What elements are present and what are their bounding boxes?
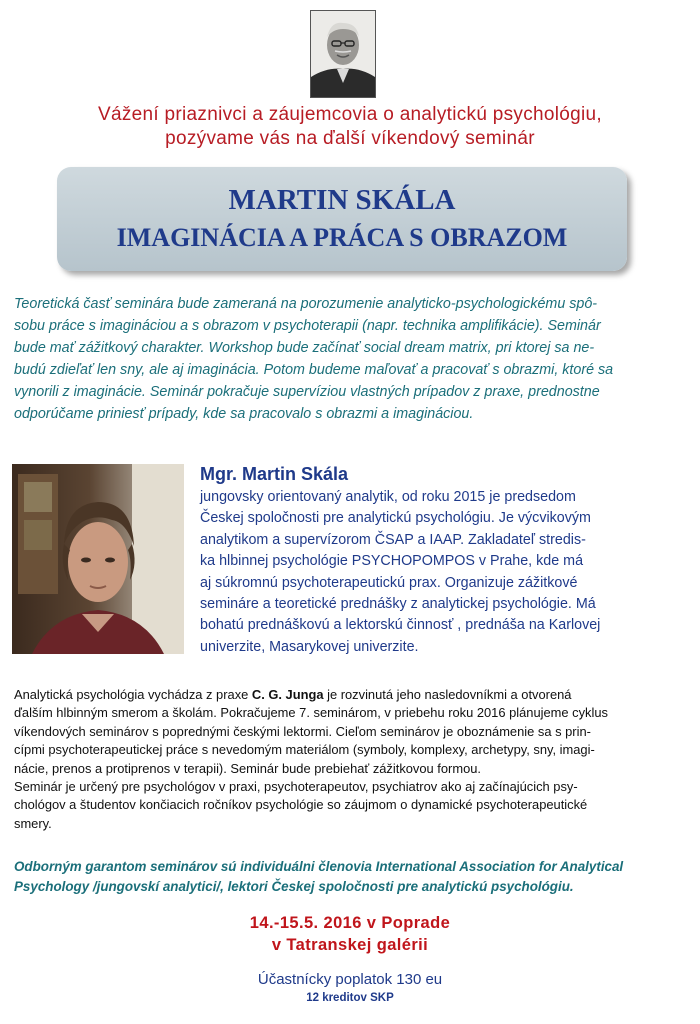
main-line: chológov a študentov končiacich ročníkov psychológie so záujmom o dynamické psychoterapeutické (14, 797, 588, 813)
main-line (14, 686, 686, 704)
main-line: smery. (14, 815, 52, 831)
intro-line: bude mať zážitkový charakter. Workshop bude začínať social dream matrix, pri ktorej sa ne- (14, 340, 595, 356)
main-line-start: Analytická psychológia vychádza z praxe (14, 687, 252, 702)
invitation-line-2: pozývame vás na ďalší víkendový seminár (165, 128, 535, 149)
bio-line: analytikom a supervízorom ČSAP a IAAP. Zakladateľ stredis- (200, 531, 586, 548)
seminar-topic-title: IMAGINÁCIA A PRÁCA S OBRAZOM (116, 223, 568, 252)
main-line-end: je rozvinutá jeho nasledovníkmi a otvorená (323, 687, 572, 702)
guarantee-note (14, 857, 690, 896)
event-date-venue (0, 912, 700, 956)
intro-line: odporúčame priniesť prípady, kde sa pracovalo s obrazmi a imagináciou. (14, 406, 474, 422)
invitation-text (0, 103, 700, 151)
bio-line: univerzite, Masarykovej univerzite. (200, 638, 419, 655)
credits-info: 12 kreditov SKP (306, 992, 394, 1004)
jung-name-bold: C. G. Junga (251, 687, 324, 702)
bio-line: ka hlbinnej psychológie PSYCHOPOMPOS v Prahe, kde má (200, 553, 584, 570)
main-line: Seminár je určený pre psychológov v praxi, psychoterapeutov, psychiatrov ako aj začínajúcich psy- (14, 779, 578, 795)
participation-fee: Účastnícky poplatok 130 eu (257, 971, 443, 988)
intro-line: sobu práce s imagináciou a s obrazom v psychoterapii (napr. technika amplifikácie). Seminár (14, 318, 601, 334)
speaker-name-heading: Mgr. Martin Skála (200, 464, 349, 484)
speaker-title: MARTIN SKÁLA (228, 184, 456, 216)
intro-line: vynorili z imaginácie. Seminár pokračuje supervíziou vlastných prípadov z praxe, prednostne (14, 384, 600, 400)
main-line: cípmi psychoterapeutickej práce s nevedomým materiálom (symboly, komplexy, archetypy, sny, imagi- (14, 742, 595, 758)
main-line: ďalším hlbinným smerom a školám. Pokračujeme 7. seminárom, v priebehu roku 2016 plánujeme cyklus (14, 705, 608, 721)
invitation-line-1: Vážení priaznivci a záujemcovia o analytickú psychológiu, (98, 104, 602, 125)
speaker-photo (12, 464, 184, 654)
intro-line: budú zdieľať len sny, ale aj imaginácia. Potom budeme maľovať a pracovať s obrazmi, ktoré sa (14, 362, 614, 378)
main-line: nácie, prenos a protiprenos v terapii). Seminár bude prebiehať zážitkovou formou. (14, 760, 482, 776)
bio-line: jungovsky orientovaný analytik, od roku 2015 je predsedom (200, 489, 576, 505)
bio-line: semináre a teoretické prednášky z analytickej psychológie. Má (200, 596, 596, 613)
bio-line: aj súkromnú psychoterapeutickú prax. Organizuje zážitkové (200, 574, 578, 591)
seminar-intro-paragraph (14, 293, 686, 425)
event-date: 14.-15.5. 2016 v Poprade (249, 914, 451, 932)
main-description (14, 686, 686, 833)
guarantee-line: Odborným garantom seminárov sú individuálni členovia International Association for Analytical (14, 859, 624, 874)
main-line: víkendových seminárov s poprednými českými lektormi. Cieľom seminárov je oboznámenie sa s prin- (14, 723, 591, 739)
title-banner (57, 167, 627, 271)
speaker-bio (200, 487, 684, 658)
guarantee-line: Psychology /jungovskí analytici/, lektori Českej spoločnosti pre analytickú psychológiu. (14, 878, 574, 894)
jung-portrait-image (310, 10, 376, 98)
bio-line: Českej spoločnosti pre analytickú psychológiu. Je výcvikovým (200, 510, 591, 527)
bio-line: bohatú prednáškovú a lektorskú činnosť , prednáša na Karlovej (200, 617, 601, 634)
intro-line: Teoretická časť seminára bude zameraná na porozumenie analyticko-psychologickému spô- (14, 296, 598, 312)
event-venue: v Tatranskej galérii (271, 936, 429, 954)
